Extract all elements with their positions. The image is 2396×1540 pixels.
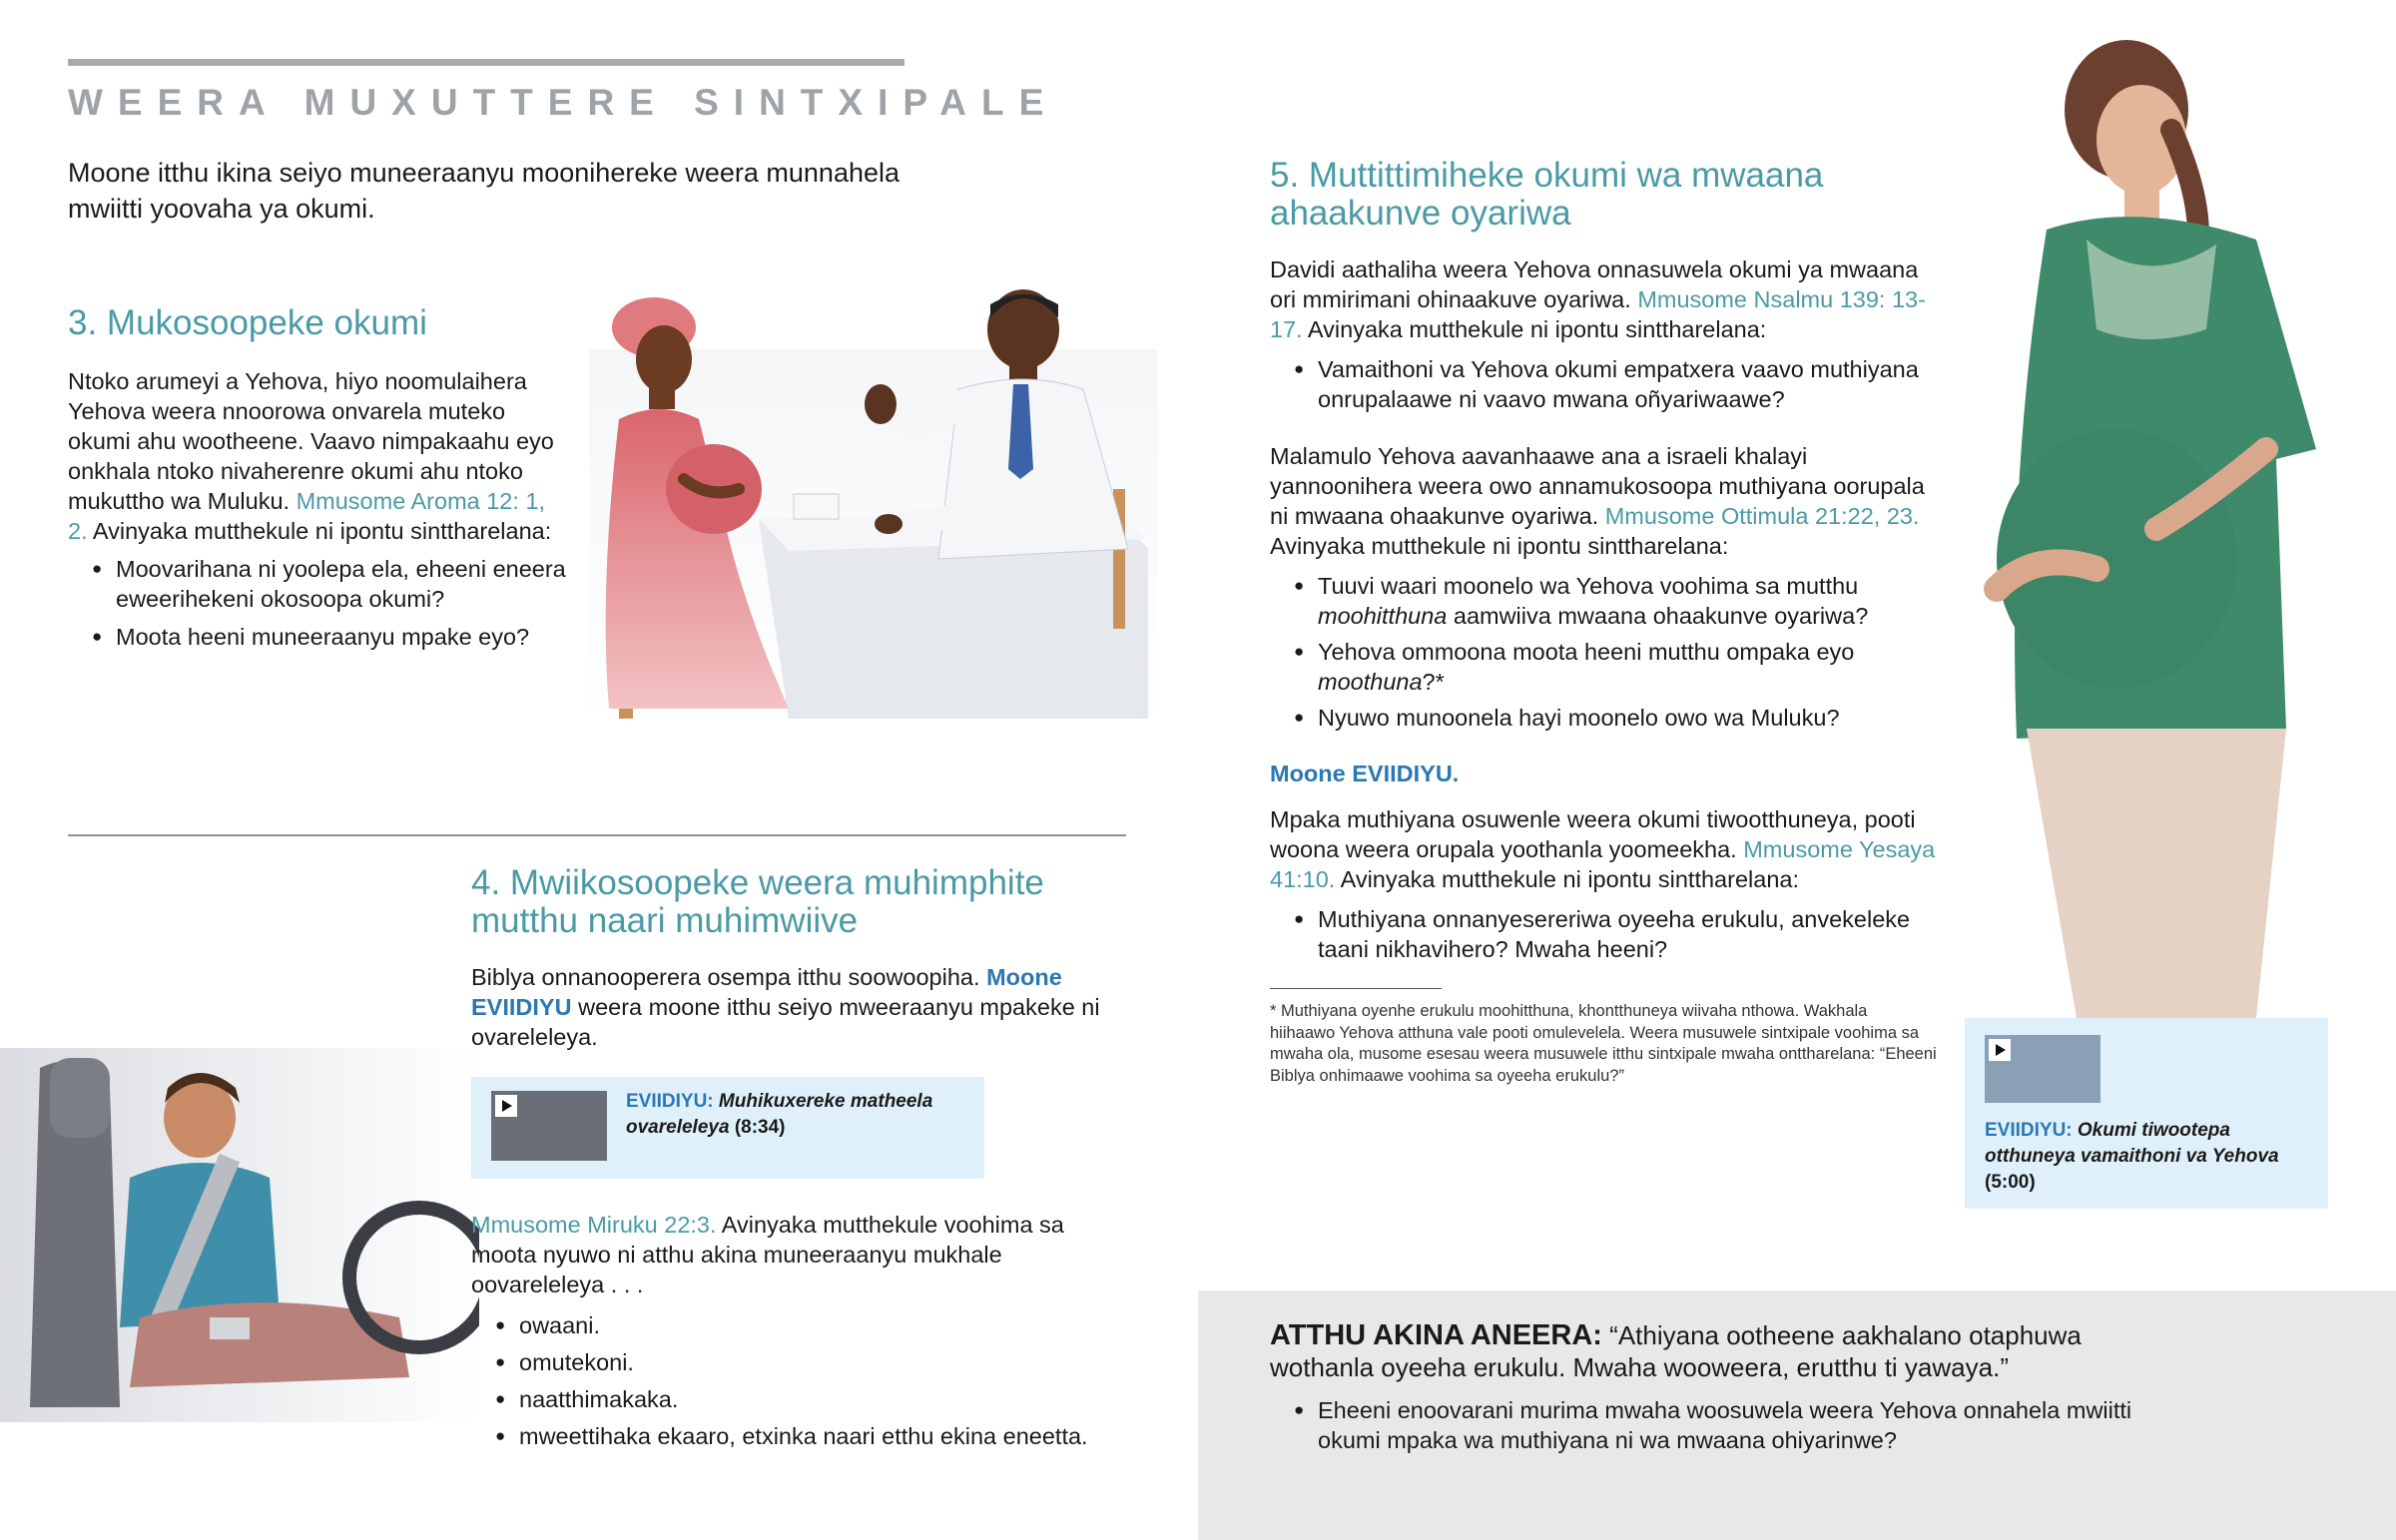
list-item: ● omutekoni. bbox=[471, 1347, 1130, 1377]
list-item: ● Moota heeni muneeraanyu mpake eyo? bbox=[68, 622, 567, 652]
list-item-text: Tuuvi waari moonelo wa Yehova voohima sa mutthu bbox=[1318, 573, 1859, 599]
video-label: EVIIDIYU: bbox=[1985, 1120, 2073, 1141]
list-item-text: Yehova ommoona moota heeni mutthu ompaka eyo bbox=[1318, 639, 1855, 665]
header-rule bbox=[68, 59, 904, 66]
footnote: * Muthiyana oyenhe erukulu moohitthuna, khontthuneya wiivaha nthowa. Wakhala hiihaawo Yehova atthuna vale pooti omulevelela. Weera musuwele sintxipale voohima sa mwaha ola, musome esesau weera musuwele itthu sintxipale mwaha onttharelana: “Eheeni Biblya onhimaawe voohima sa oyeeha erukulu?” bbox=[1270, 1002, 1937, 1085]
section-5-text-2: Malamulo Yehova aavanhaawe ana a israeli khalayi yannoonihera weera owo annamukosoopa muthiyana oorupala ni mwaana ohaakunve oyariwa. bbox=[1270, 443, 1925, 529]
section-5-text-3: Mpaka muthiyana osuwenle weera okumi tiwootthuneya, pooti woona weera orupala yoothanla yoomeekha. bbox=[1270, 806, 1916, 862]
section-4 bbox=[471, 864, 1130, 1052]
moone-eviidiyu-link-2[interactable]: Moone EVIIDIYU. bbox=[1270, 761, 1460, 786]
list-item: ● Muthiyana onnanyesereriwa oyeeha erukulu, anvekeleke taani nikhavihero? Mwaha heeni? bbox=[1270, 904, 1949, 964]
section-5-p1 bbox=[1270, 255, 1949, 344]
video-thumbnail[interactable] bbox=[491, 1091, 607, 1161]
doctor-visit-illustration bbox=[589, 289, 1158, 729]
others-say-label: ATTHU AKINA ANEERA: bbox=[1270, 1319, 1602, 1351]
section-5-scripture-link-1[interactable]: Mmusome Nsalmu 139: 13-17. bbox=[1270, 286, 1926, 342]
section-4-body bbox=[471, 962, 1130, 1052]
list-item: ● Nyuwo munoonela hayi moonelo owo wa Muluku? bbox=[1270, 703, 1949, 733]
list-item bbox=[1270, 637, 1949, 697]
section-5-list-2 bbox=[1270, 571, 1949, 733]
video-caption bbox=[1985, 1118, 2314, 1196]
section-5-p3 bbox=[1270, 804, 1949, 894]
video-duration: (5:00) bbox=[1985, 1172, 2036, 1193]
list-item: ● mweettihaka ekaaro, etxinka naari etthu ekina eneetta. bbox=[471, 1421, 1130, 1451]
list-item: ● owaani. bbox=[471, 1310, 1130, 1340]
section-3-heading: 3. Mukosoopeke okumi bbox=[68, 303, 427, 342]
video-duration: (8:34) bbox=[734, 1117, 786, 1138]
page-title: WEERA MUXUTTERE SINTXIPALE bbox=[68, 82, 1059, 123]
list-item-emphasis: moohitthuna bbox=[1318, 603, 1448, 629]
others-say-quote: “Athiyana ootheene aakhalano otaphuwa wothanla oyeeha erukulu. Mwaha wooweera, erutthu ti yawaya.” bbox=[1270, 1320, 2082, 1382]
section-4-after: Avinyaka mutthekule voohima sa moota nyuwo ni atthu akina muneeraanyu mukhale oovareleleya . . . bbox=[471, 1212, 1064, 1297]
section-4-text-after: weera moone itthu seiyo mweeraanyu mpakeke ni ovareleleya. bbox=[471, 994, 1100, 1050]
section-4-heading: 4. Mwiikosoopeke weera muhimphite mutthu naari muhimwiive bbox=[471, 863, 1044, 940]
section-5 bbox=[1270, 157, 1949, 964]
video-card-okumi[interactable] bbox=[1965, 1018, 2328, 1209]
section-5-heading: 5. Muttittimiheke okumi wa mwaana ahaakunve oyariwa bbox=[1270, 156, 1824, 233]
section-5-p2 bbox=[1270, 441, 1949, 561]
list-item-text-end: aamwiiva mwaana ohaakunve oyariwa? bbox=[1447, 603, 1869, 629]
footnote-rule bbox=[1270, 988, 1442, 989]
section-4-list bbox=[471, 1310, 1130, 1451]
list-item: ● naatthimakaka. bbox=[471, 1384, 1130, 1414]
moone-eviidiyu-link[interactable]: Moone EVIIDIYU bbox=[471, 964, 1062, 1020]
section-3-text: Ntoko arumeyi a Yehova, hiyo noomulaihera Yehova weera nnoorowa onvarela muteko okumi ahu wootheene. Vaavo nimpakaahu eyo onkhala ntoko nivaherenre okumi ahu ntoko mukuttho wa Muluku. bbox=[68, 368, 554, 514]
list-item: ● Vamaithoni va Yehova okumi empatxera vaavo muthiyana onrupalaawe ni vaavo mwana oñyariwaawe? bbox=[1270, 354, 1949, 414]
list-item bbox=[1270, 571, 1949, 631]
video-label: EVIIDIYU: bbox=[626, 1091, 714, 1112]
others-say bbox=[1270, 1319, 2168, 1383]
section-5-after-1: Avinyaka mutthekule ni ipontu sinttharelana: bbox=[1302, 316, 1767, 342]
list-item-emphasis: moothuna bbox=[1318, 669, 1423, 695]
section-3-scripture-link[interactable]: Mmusome Aroma 12: 1, 2. bbox=[68, 488, 546, 544]
list-item-text-end: ?* bbox=[1422, 669, 1445, 695]
section-5-list-1 bbox=[1270, 354, 1949, 414]
seatbelt-illustration bbox=[0, 1048, 479, 1422]
list-item: ● Eheeni enoovarani murima mwaha woosuwela weera Yehova onnahela mwiitti okumi mpaka wa muthiyana ni wa mwaana ohiyarinwe? bbox=[1270, 1395, 2168, 1455]
section-5-scripture-link-3[interactable]: Mmusome Yesaya 41:10. bbox=[1270, 836, 1936, 892]
section-divider bbox=[68, 834, 1126, 836]
video-caption bbox=[626, 1089, 965, 1141]
section-5-list-3 bbox=[1270, 904, 1949, 964]
pregnant-woman-illustration bbox=[1957, 30, 2356, 1018]
video-thumbnail[interactable] bbox=[1985, 1035, 2100, 1103]
video-title: Okumi tiwootepa otthuneya vamaithoni va Yehova bbox=[1985, 1120, 2279, 1167]
section-4-text: Biblya onnanooperera osempa itthu soowoopiha. bbox=[471, 964, 987, 990]
section-3-questions bbox=[68, 554, 567, 652]
section-4-scripture-link[interactable]: Mmusome Miruku 22:3. bbox=[471, 1212, 717, 1238]
section-5-after-3: Avinyaka mutthekule ni ipontu sinttharelana: bbox=[1335, 866, 1799, 892]
play-icon[interactable] bbox=[1989, 1039, 2011, 1061]
section-4-scripture-para bbox=[471, 1210, 1130, 1299]
others-say-list bbox=[1270, 1395, 2168, 1455]
play-icon[interactable] bbox=[495, 1095, 517, 1117]
section-3-after: Avinyaka mutthekule ni ipontu sinttharelana: bbox=[87, 518, 552, 544]
section-3-body bbox=[68, 366, 567, 546]
section-3 bbox=[68, 304, 567, 652]
video-title: Muhikuxereke matheela ovareleleya bbox=[626, 1091, 933, 1138]
section-5-text: Davidi aathaliha weera Yehova onnasuwela okumi ya mwaana ori mmirimani ohinaakuve oyariwa. bbox=[1270, 257, 1919, 312]
section-5-scripture-link-2[interactable]: Mmusome Ottimula 21:22, 23. bbox=[1604, 503, 1920, 529]
video-card-driving[interactable] bbox=[471, 1077, 984, 1179]
intro-text: Moone itthu ikina seiyo muneeraanyu moonihereke weera munnahela mwiitti yoovaha ya okumi. bbox=[68, 158, 900, 224]
section-5-after-2: Avinyaka mutthekule ni ipontu sinttharelana: bbox=[1270, 533, 1729, 559]
list-item: ● Moovarihana ni yoolepa ela, eheeni eneera eweerihekeni okosoopa okumi? bbox=[68, 554, 567, 614]
